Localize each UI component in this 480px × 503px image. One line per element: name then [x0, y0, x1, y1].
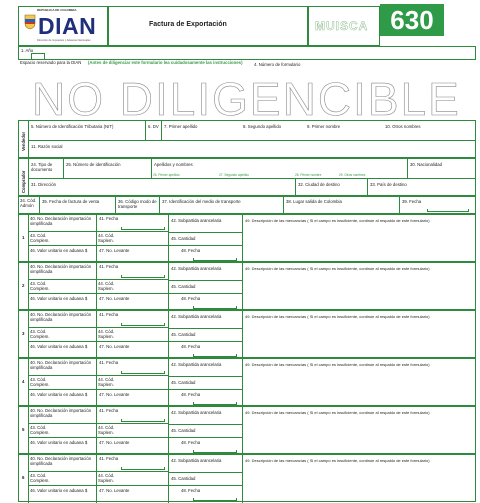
- subpartida-label: 42. Subpartida arancelaria: [171, 266, 222, 271]
- cantidad-label: 45. Cantidad: [171, 428, 196, 433]
- valor-label: 46. Valor unitario en aduana $: [30, 392, 88, 397]
- item-row: [18, 310, 476, 358]
- fecha48-label: 48. Fecha: [181, 488, 201, 493]
- subpartida-label: 42. Subpartida arancelaria: [171, 314, 222, 319]
- descripcion-label: 49. Descripción de las mercancías ( Si el campo es insuficiente, continúe al respaldo de este formulario): [245, 362, 430, 367]
- descripcion-label: 49. Descripción de las mercancías ( Si el campo es insuficiente, continúe al respaldo de este formulario): [245, 410, 430, 415]
- vendedor-section: [18, 120, 476, 158]
- fecha48-label: 48. Fecha: [181, 296, 201, 301]
- tipo-doc-label: 24. Tipo de documento: [31, 162, 53, 172]
- fecha41-cell: [97, 263, 169, 280]
- fecha-salida-box[interactable]: [427, 209, 469, 212]
- cantidad-label: 45. Cantidad: [171, 476, 196, 481]
- cod-complem-cell: [29, 424, 97, 438]
- cod-complem-cell: [29, 472, 97, 486]
- subpartida-cell: [169, 215, 243, 232]
- fecha48-label: 48. Fecha: [181, 440, 201, 445]
- fecha41-label: 41. Fecha: [99, 216, 119, 221]
- item-number: 5: [22, 427, 25, 432]
- dian-logo-text: DIAN: [38, 13, 97, 39]
- fecha41-box[interactable]: [121, 275, 165, 278]
- cod-suplem-cell: [97, 232, 169, 246]
- nacionalidad-label: 30. Nacionalidad: [407, 159, 442, 179]
- coat-of-arms-icon: [24, 14, 36, 30]
- valor-cell: [29, 246, 97, 263]
- levante-label: 47. No. Levante: [99, 248, 130, 253]
- subpartida-cell: [169, 263, 243, 280]
- vendedor-row1: [29, 121, 475, 141]
- levante-label: 47. No. Levante: [99, 392, 130, 397]
- valor-cell: [29, 342, 97, 359]
- num-id-label: 25. Número de identificación: [63, 159, 120, 179]
- direccion-label: 31. Dirección: [31, 182, 57, 187]
- cantidad-cell: [169, 472, 243, 486]
- fecha41-cell: [97, 407, 169, 424]
- no-diligenciable-watermark: NO DILIGENCIBLE: [32, 73, 461, 125]
- fecha-factura-label: 35. Fecha de factura de venta: [39, 197, 99, 215]
- cod-complem-label: 43. Cód. Complem.: [30, 377, 50, 387]
- cantidad-label: 45. Cantidad: [171, 236, 196, 241]
- subpartida-cell: [169, 407, 243, 424]
- subpartida-cell: [169, 359, 243, 376]
- item-number: 1: [22, 235, 25, 240]
- item-number: 4: [22, 379, 25, 384]
- cantidad-cell: [169, 328, 243, 342]
- fecha41-cell: [97, 359, 169, 376]
- descripcion-label: 49. Descripción de las mercancías ( Si el campo es insuficiente, continúe al respaldo de este formulario): [245, 266, 430, 271]
- espacio-label: Espacio reservado para la DIAN: [20, 60, 82, 65]
- cod-suplem-label: 44. Cód. Suplem.: [98, 329, 115, 339]
- valor-label: 46. Valor unitario en aduana $: [30, 344, 88, 349]
- subpartida-cell: [169, 455, 243, 472]
- fecha48-cell: [169, 246, 243, 263]
- fecha41-label: 41. Fecha: [99, 360, 119, 365]
- item-number-cell: [19, 407, 29, 455]
- cod-suplem-label: 44. Cód. Suplem.: [98, 281, 115, 291]
- item-row: [18, 214, 476, 262]
- cod-complem-cell: [29, 232, 97, 246]
- cod-suplem-cell: [97, 472, 169, 486]
- fecha41-box[interactable]: [121, 371, 165, 374]
- valor-cell: [29, 438, 97, 455]
- razon-social-label: 11. Razón social: [31, 144, 63, 149]
- cod-complem-cell: [29, 376, 97, 390]
- fecha41-label: 41. Fecha: [99, 408, 119, 413]
- cod-suplem-cell: [97, 328, 169, 342]
- cantidad-cell: [169, 232, 243, 246]
- fecha41-label: 41. Fecha: [99, 456, 119, 461]
- segundo-apellido-label: 8. Segundo apellido: [243, 124, 281, 129]
- declaracion-cell: [29, 311, 97, 328]
- fecha48-cell: [169, 294, 243, 311]
- item-number-cell: [19, 311, 29, 359]
- item-number-cell: [19, 215, 29, 263]
- declaracion-label: 40. No. Declaración importación simplificada: [30, 312, 92, 322]
- levante-cell: [97, 438, 169, 455]
- fecha48-box[interactable]: [193, 402, 237, 405]
- subpartida-label: 42. Subpartida arancelaria: [171, 458, 222, 463]
- otros-nombres-label: 10. Otros nombres: [385, 124, 421, 129]
- cod-adm-label: 34. Cód. Admón: [20, 198, 37, 208]
- cod-complem-label: 43. Cód. Complem.: [30, 329, 50, 339]
- cantidad-cell: [169, 424, 243, 438]
- subpartida-label: 42. Subpartida arancelaria: [171, 362, 222, 367]
- fecha41-label: 41. Fecha: [99, 312, 119, 317]
- form-number-badge: 630: [380, 4, 444, 36]
- item-number-cell: [19, 359, 29, 407]
- dian-logo-box: [18, 6, 108, 46]
- cantidad-cell: [169, 376, 243, 390]
- item-row: [18, 262, 476, 310]
- cod-suplem-label: 44. Cód. Suplem.: [98, 233, 115, 243]
- declaracion-cell: [29, 407, 97, 424]
- cod-suplem-label: 44. Cód. Suplem.: [98, 425, 115, 435]
- levante-cell: [97, 246, 169, 263]
- cantidad-cell: [169, 280, 243, 294]
- cod-suplem-cell: [97, 280, 169, 294]
- sub29-label: 29. Otros nombres: [339, 173, 366, 177]
- sub27-label: 27. Segundo apellido: [219, 173, 249, 177]
- watermark-area: [18, 70, 476, 125]
- valor-label: 46. Valor unitario en aduana $: [30, 296, 88, 301]
- fecha48-cell: [169, 390, 243, 407]
- fecha-salida-label: 39. Fecha: [399, 197, 421, 215]
- descripcion-label: 49. Descripción de las mercancías ( Si el campo es insuficiente, continúe al respaldo de este formulario): [245, 458, 430, 463]
- levante-cell: [97, 390, 169, 407]
- cod-complem-cell: [29, 328, 97, 342]
- cod-complem-label: 43. Cód. Complem.: [30, 233, 50, 243]
- cod-complem-label: 43. Cód. Complem.: [30, 425, 50, 435]
- item-number: 3: [22, 331, 25, 336]
- muisca-logo: MUISCA: [315, 19, 369, 33]
- item-number-cell: [19, 263, 29, 311]
- subpartida-cell: [169, 311, 243, 328]
- cod-suplem-label: 44. Cód. Suplem.: [98, 473, 115, 483]
- vendedor-sidebar: [19, 121, 29, 159]
- cod-suplem-cell: [97, 376, 169, 390]
- item-number: 6: [22, 475, 25, 480]
- subpartida-label: 42. Subpartida arancelaria: [171, 410, 222, 415]
- cod-complem-label: 43. Cód. Complem.: [30, 473, 50, 483]
- declaracion-label: 40. No. Declaración importación simplificada: [30, 360, 92, 370]
- primer-apellido-label: 7. Primer apellido: [161, 121, 197, 141]
- vendedor-label: Vendedor: [21, 131, 26, 151]
- anio-label: 1. Año: [21, 48, 34, 53]
- fecha41-box[interactable]: [121, 467, 165, 470]
- sub28-label: 28. Primer nombre: [295, 173, 322, 177]
- cod-complem-cell: [29, 280, 97, 294]
- muisca-box: [308, 6, 380, 46]
- items-container: [18, 214, 476, 493]
- levante-cell: [97, 486, 169, 503]
- levante-label: 47. No. Levante: [99, 440, 130, 445]
- lugar-salida-label: 38. Lugar salida de Colombia: [283, 197, 342, 215]
- fecha48-label: 48. Fecha: [181, 392, 201, 397]
- valor-label: 46. Valor unitario en aduana $: [30, 248, 88, 253]
- fecha48-box[interactable]: [193, 354, 237, 357]
- dian-subtitle: Dirección de Impuestos y Aduanas Nacionales: [37, 39, 91, 42]
- numero-formulario-label: 4. Número de formulario: [254, 62, 301, 67]
- item-number-cell: [19, 455, 29, 503]
- valor-label: 46. Valor unitario en aduana $: [30, 440, 88, 445]
- cod-suplem-cell: [97, 424, 169, 438]
- instrucciones-label: (Antes de diligenciar este formulario lea cuidadosamente las instrucciones): [88, 60, 243, 65]
- fecha41-box[interactable]: [121, 227, 165, 230]
- dv-label: 6. DV: [145, 121, 159, 141]
- fecha48-label: 48. Fecha: [181, 344, 201, 349]
- levante-label: 47. No. Levante: [99, 488, 130, 493]
- pais-label: 33. País de destino: [367, 179, 407, 197]
- identificacion-transporte-label: 37. Identificación del medio de transporte: [159, 197, 241, 215]
- form-title: Factura de Exportación: [149, 21, 227, 28]
- fecha48-box[interactable]: [193, 306, 237, 309]
- descripcion-label: 49. Descripción de las mercancías ( Si el campo es insuficiente, continúe al respaldo de este formulario): [245, 314, 430, 319]
- declaracion-label: 40. No. Declaración importación simplificada: [30, 408, 92, 418]
- comprador-section: [18, 158, 476, 196]
- item-row: [18, 358, 476, 406]
- primer-nombre-label: 9. Primer nombre: [307, 124, 341, 129]
- fecha41-box[interactable]: [121, 323, 165, 326]
- header: [4, 4, 476, 46]
- title-box: [108, 6, 308, 46]
- cod-modo-label: 36. Código modo de transporte: [115, 197, 159, 215]
- fecha41-cell: [97, 215, 169, 232]
- fecha41-box[interactable]: [121, 419, 165, 422]
- subpartida-label: 42. Subpartida arancelaria: [171, 218, 222, 223]
- fecha48-cell: [169, 438, 243, 455]
- levante-label: 47. No. Levante: [99, 296, 130, 301]
- declaracion-cell: [29, 263, 97, 280]
- cantidad-label: 45. Cantidad: [171, 332, 196, 337]
- declaracion-cell: [29, 455, 97, 472]
- cantidad-label: 45. Cantidad: [171, 284, 196, 289]
- row-anio: [18, 46, 476, 60]
- fecha48-cell: [169, 342, 243, 359]
- valor-cell: [29, 486, 97, 503]
- comprador-sidebar: [19, 159, 29, 197]
- valor-cell: [29, 294, 97, 311]
- declaracion-cell: [29, 359, 97, 376]
- declaracion-label: 40. No. Declaración importación simplificada: [30, 216, 92, 226]
- levante-label: 47. No. Levante: [99, 344, 130, 349]
- item-row: [18, 406, 476, 454]
- fecha48-box[interactable]: [193, 450, 237, 453]
- transporte-row: [18, 196, 476, 214]
- cod-suplem-label: 44. Cód. Suplem.: [98, 377, 115, 387]
- fecha41-label: 41. Fecha: [99, 264, 119, 269]
- ciudad-label: 32. Ciudad de destino: [295, 179, 340, 197]
- valor-label: 46. Valor unitario en aduana $: [30, 488, 88, 493]
- declaracion-cell: [29, 215, 97, 232]
- fecha41-cell: [97, 311, 169, 328]
- nit-label: 5. Número de Identificación Tributaria (NIT): [31, 124, 114, 129]
- comprador-label: Comprador: [21, 170, 26, 193]
- anio-field[interactable]: [31, 53, 45, 60]
- fecha48-label: 48. Fecha: [181, 248, 201, 253]
- comprador-row1: [29, 159, 475, 179]
- republic-label: REPUBLICA DE COLOMBIA: [37, 8, 77, 12]
- descripcion-label: 49. Descripción de las mercancías ( Si el campo es insuficiente, continúe al respaldo de este formulario): [245, 218, 430, 223]
- levante-cell: [97, 294, 169, 311]
- declaracion-label: 40. No. Declaración importación simplificada: [30, 264, 92, 274]
- levante-cell: [97, 342, 169, 359]
- item-number: 2: [22, 283, 25, 288]
- fecha41-cell: [97, 455, 169, 472]
- cantidad-label: 45. Cantidad: [171, 380, 196, 385]
- fecha48-box[interactable]: [193, 258, 237, 261]
- item-row: [18, 454, 476, 502]
- apellidos-label: Apellidos y nombres: [151, 159, 193, 179]
- cod-complem-label: 43. Cód. Complem.: [30, 281, 50, 291]
- fecha48-box[interactable]: [193, 498, 237, 501]
- valor-cell: [29, 390, 97, 407]
- sub26-label: 26. Primer apellido: [153, 173, 180, 177]
- fecha48-cell: [169, 486, 243, 503]
- declaracion-label: 40. No. Declaración importación simplificada: [30, 456, 92, 466]
